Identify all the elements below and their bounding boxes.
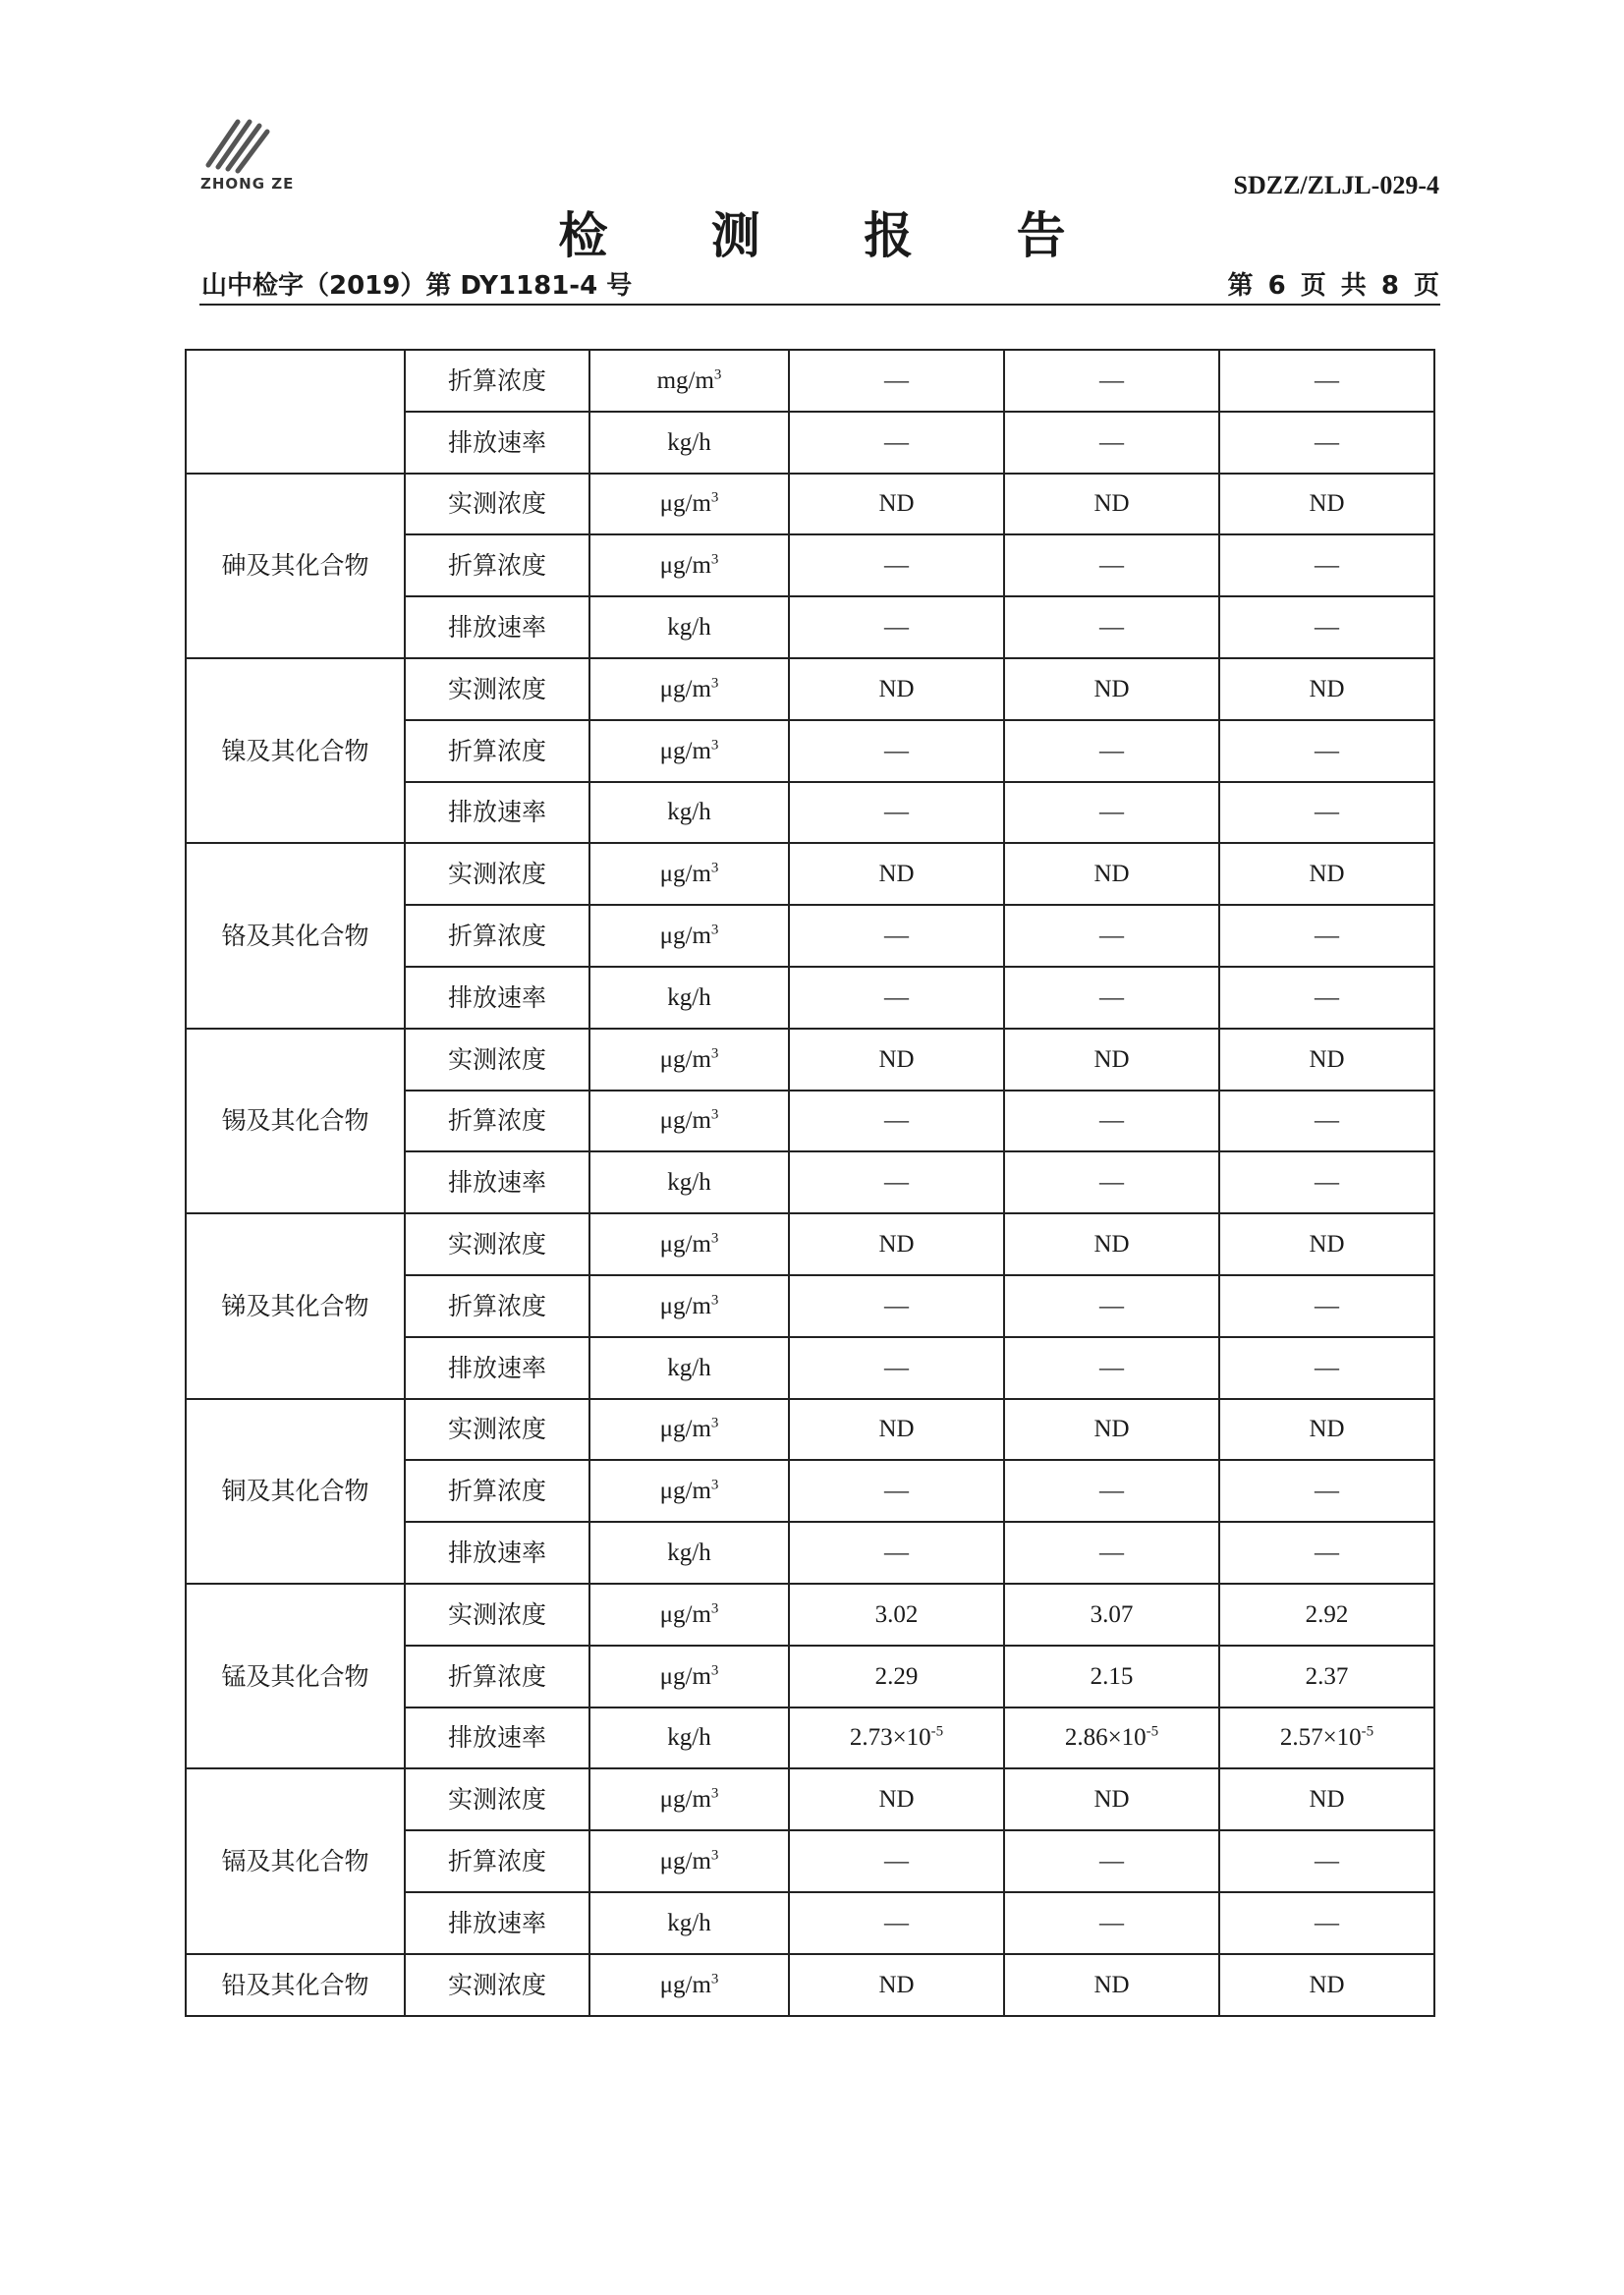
- result-sample-2: [1004, 905, 1219, 967]
- result-sample-3: [1219, 1892, 1434, 1954]
- result-sample-1: [789, 1091, 1004, 1152]
- unit: [589, 1522, 789, 1584]
- unit-exponent: 3: [710, 1292, 719, 1309]
- unit: [589, 1892, 789, 1954]
- value-text: —: [1099, 1539, 1124, 1567]
- result-sample-3: [1219, 1522, 1434, 1584]
- result-sample-3: [1219, 1584, 1434, 1646]
- result-sample-2: [1004, 1213, 1219, 1275]
- result-sample-2: [1004, 1830, 1219, 1892]
- result-sample-3: [1219, 1151, 1434, 1213]
- result-sample-1: [789, 1213, 1004, 1275]
- value-exponent: -5: [930, 1724, 944, 1741]
- unit-exponent: 3: [710, 922, 719, 938]
- value-text: ND: [1309, 675, 1345, 702]
- unit-exponent: 3: [710, 551, 719, 568]
- measurement-item: 排放速率: [405, 1522, 589, 1584]
- unit-text: μg/m: [659, 552, 711, 580]
- result-sample-1: [789, 1151, 1004, 1213]
- measurement-item: 折算浓度: [405, 1830, 589, 1892]
- table-row: [186, 1768, 1434, 1830]
- unit-exponent: 3: [710, 490, 719, 507]
- measurement-item: 实测浓度: [405, 1213, 589, 1275]
- unit-exponent: 3: [710, 1847, 719, 1864]
- result-sample-3: [1219, 1646, 1434, 1707]
- measurement-item: 折算浓度: [405, 720, 589, 782]
- pollutant-name: 铬及其化合物: [186, 843, 405, 1028]
- measurement-item: 排放速率: [405, 596, 589, 658]
- unit-text: kg/h: [667, 614, 711, 642]
- value-text: ND: [878, 1786, 915, 1814]
- unit-text: μg/m: [659, 1107, 711, 1135]
- result-sample-3: [1219, 782, 1434, 844]
- result-sample-3: [1219, 1399, 1434, 1461]
- result-sample-2: [1004, 720, 1219, 782]
- result-sample-1: [789, 720, 1004, 782]
- unit-text: μg/m: [659, 1231, 711, 1259]
- value-text: ND: [1093, 490, 1130, 518]
- value-text: —: [1099, 1354, 1124, 1381]
- unit: [589, 1954, 789, 2016]
- measurement-item: 实测浓度: [405, 658, 589, 720]
- value-text: —: [884, 1107, 909, 1135]
- result-sample-2: [1004, 474, 1219, 535]
- value-text: ND: [878, 490, 915, 518]
- page-title: 检 测 报 告: [558, 207, 1109, 264]
- result-sample-1: [789, 474, 1004, 535]
- table-row: [186, 1213, 1434, 1275]
- table-row: [186, 1399, 1434, 1461]
- unit: [589, 1337, 789, 1399]
- unit-text: μg/m: [659, 1292, 711, 1319]
- document-code: SDZZ/ZLJL-029-4: [1233, 171, 1439, 199]
- value-text: —: [1099, 737, 1124, 764]
- table-row: [186, 843, 1434, 905]
- value-text: —: [1315, 1848, 1339, 1875]
- value-text: —: [1099, 1478, 1124, 1505]
- value-text: —: [1315, 923, 1339, 950]
- value-text: —: [1315, 366, 1339, 394]
- value-text: —: [884, 552, 909, 580]
- value-exponent: -5: [1146, 1724, 1159, 1741]
- unit: [589, 1460, 789, 1522]
- pollutant-name: 锡及其化合物: [186, 1029, 405, 1213]
- unit-exponent: 3: [710, 675, 719, 692]
- result-sample-3: [1219, 412, 1434, 474]
- unit: [589, 1029, 789, 1091]
- unit-text: kg/h: [667, 799, 711, 826]
- value-text: —: [884, 1539, 909, 1567]
- value-exponent: -5: [1361, 1724, 1374, 1741]
- value-text: 2.15: [1090, 1662, 1134, 1690]
- unit-exponent: 3: [710, 860, 719, 876]
- measurement-item: 折算浓度: [405, 1091, 589, 1152]
- unit: [589, 1768, 789, 1830]
- result-sample-2: [1004, 1646, 1219, 1707]
- result-sample-2: [1004, 412, 1219, 474]
- result-sample-1: [789, 534, 1004, 596]
- unit: [589, 843, 789, 905]
- result-sample-2: [1004, 1337, 1219, 1399]
- result-sample-1: [789, 596, 1004, 658]
- result-sample-3: [1219, 1337, 1434, 1399]
- result-sample-3: [1219, 1029, 1434, 1091]
- result-sample-2: [1004, 1091, 1219, 1152]
- result-sample-3: [1219, 843, 1434, 905]
- value-text: ND: [878, 675, 915, 702]
- result-sample-1: [789, 1337, 1004, 1399]
- unit-text: mg/m: [656, 366, 714, 394]
- results-table: [185, 349, 1435, 2017]
- value-text: ND: [1093, 1416, 1130, 1443]
- value-text: —: [884, 983, 909, 1011]
- pollutant-name: 锑及其化合物: [186, 1213, 405, 1398]
- value-text: —: [884, 1169, 909, 1197]
- measurement-item: 折算浓度: [405, 1275, 589, 1337]
- result-sample-1: [789, 782, 1004, 844]
- unit-text: μg/m: [659, 1600, 711, 1628]
- measurement-item: 折算浓度: [405, 905, 589, 967]
- pollutant-name: 铅及其化合物: [186, 1954, 405, 2016]
- measurement-item: 排放速率: [405, 1892, 589, 1954]
- value-text: ND: [1309, 1045, 1345, 1073]
- result-sample-2: [1004, 534, 1219, 596]
- unit-text: kg/h: [667, 1354, 711, 1381]
- value-text: ND: [1309, 1786, 1345, 1814]
- table-row: [186, 1584, 1434, 1646]
- value-text: ND: [1309, 1231, 1345, 1259]
- value-text: —: [884, 923, 909, 950]
- measurement-item: 实测浓度: [405, 1768, 589, 1830]
- result-sample-1: [789, 412, 1004, 474]
- result-sample-3: [1219, 596, 1434, 658]
- unit-exponent: 3: [710, 1971, 719, 1987]
- result-sample-2: [1004, 350, 1219, 412]
- unit: [589, 474, 789, 535]
- value-text: 3.02: [874, 1600, 919, 1628]
- unit: [589, 1399, 789, 1461]
- result-sample-3: [1219, 474, 1434, 535]
- result-sample-2: [1004, 1892, 1219, 1954]
- value-text: ND: [878, 1971, 915, 1998]
- value-text: ND: [1093, 861, 1130, 888]
- value-text: —: [884, 1848, 909, 1875]
- unit: [589, 1707, 789, 1769]
- result-sample-3: [1219, 967, 1434, 1029]
- value-text: 2.86×10: [1064, 1724, 1147, 1752]
- value-text: —: [1099, 1292, 1124, 1319]
- result-sample-2: [1004, 843, 1219, 905]
- pollutant-name: 锰及其化合物: [186, 1584, 405, 1768]
- result-sample-2: [1004, 1399, 1219, 1461]
- result-sample-1: [789, 658, 1004, 720]
- unit: [589, 720, 789, 782]
- result-sample-1: [789, 1768, 1004, 1830]
- value-text: —: [1315, 1169, 1339, 1197]
- measurement-item: 折算浓度: [405, 534, 589, 596]
- value-text: ND: [1309, 861, 1345, 888]
- value-text: ND: [1309, 1416, 1345, 1443]
- result-sample-1: [789, 1522, 1004, 1584]
- unit: [589, 1091, 789, 1152]
- result-sample-3: [1219, 1830, 1434, 1892]
- measurement-item: 折算浓度: [405, 1646, 589, 1707]
- result-sample-3: [1219, 534, 1434, 596]
- value-text: ND: [1093, 1786, 1130, 1814]
- value-text: —: [1315, 1909, 1339, 1936]
- unit: [589, 350, 789, 412]
- unit-exponent: 3: [710, 1045, 719, 1062]
- value-text: ND: [1093, 1045, 1130, 1073]
- measurement-item: 排放速率: [405, 1337, 589, 1399]
- value-text: —: [884, 1354, 909, 1381]
- unit: [589, 1830, 789, 1892]
- unit-exponent: 3: [710, 1785, 719, 1802]
- unit: [589, 1584, 789, 1646]
- unit-text: kg/h: [667, 983, 711, 1011]
- header-divider: [199, 304, 1440, 306]
- unit-text: μg/m: [659, 1848, 711, 1875]
- measurement-item: 排放速率: [405, 1151, 589, 1213]
- value-text: —: [1315, 1354, 1339, 1381]
- unit-exponent: 3: [713, 366, 722, 383]
- table-row: [186, 1029, 1434, 1091]
- unit: [589, 967, 789, 1029]
- unit-exponent: 3: [710, 1477, 719, 1493]
- unit: [589, 1275, 789, 1337]
- value-text: ND: [878, 1416, 915, 1443]
- result-sample-2: [1004, 1275, 1219, 1337]
- unit: [589, 1151, 789, 1213]
- result-sample-2: [1004, 1029, 1219, 1091]
- measurement-item: 实测浓度: [405, 1029, 589, 1091]
- table-row: [186, 658, 1434, 720]
- value-text: —: [1315, 1539, 1339, 1567]
- measurement-item: 折算浓度: [405, 350, 589, 412]
- unit-text: μg/m: [659, 1662, 711, 1690]
- result-sample-1: [789, 905, 1004, 967]
- value-text: ND: [1093, 1231, 1130, 1259]
- measurement-item: 实测浓度: [405, 474, 589, 535]
- result-sample-3: [1219, 1275, 1434, 1337]
- unit: [589, 658, 789, 720]
- result-sample-2: [1004, 658, 1219, 720]
- result-sample-2: [1004, 1151, 1219, 1213]
- unit-text: μg/m: [659, 1786, 711, 1814]
- unit-text: μg/m: [659, 490, 711, 518]
- value-text: —: [1099, 552, 1124, 580]
- result-sample-1: [789, 1707, 1004, 1769]
- table-row: [186, 350, 1434, 412]
- result-sample-1: [789, 1460, 1004, 1522]
- unit-exponent: 3: [710, 1416, 719, 1432]
- result-sample-3: [1219, 658, 1434, 720]
- pollutant-name: 镉及其化合物: [186, 1768, 405, 1953]
- unit-exponent: 3: [710, 1230, 719, 1247]
- value-text: 2.73×10: [849, 1724, 931, 1752]
- result-sample-3: [1219, 1091, 1434, 1152]
- result-sample-1: [789, 1646, 1004, 1707]
- unit-exponent: 3: [710, 737, 719, 754]
- value-text: —: [1315, 552, 1339, 580]
- result-sample-3: [1219, 1707, 1434, 1769]
- result-sample-1: [789, 1584, 1004, 1646]
- value-text: —: [1315, 1107, 1339, 1135]
- unit-text: kg/h: [667, 1909, 711, 1936]
- value-text: ND: [1309, 490, 1345, 518]
- value-text: —: [884, 1478, 909, 1505]
- value-text: —: [1099, 366, 1124, 394]
- result-sample-1: [789, 843, 1004, 905]
- value-text: —: [884, 1292, 909, 1319]
- measurement-item: 排放速率: [405, 1707, 589, 1769]
- value-text: —: [1315, 1478, 1339, 1505]
- result-sample-2: [1004, 1584, 1219, 1646]
- value-text: —: [1099, 923, 1124, 950]
- value-text: —: [1315, 1292, 1339, 1319]
- unit: [589, 596, 789, 658]
- value-text: —: [1099, 1848, 1124, 1875]
- value-text: ND: [878, 1231, 915, 1259]
- result-sample-2: [1004, 967, 1219, 1029]
- value-text: —: [1315, 614, 1339, 642]
- result-sample-3: [1219, 1213, 1434, 1275]
- result-sample-1: [789, 1275, 1004, 1337]
- value-text: 2.37: [1305, 1662, 1349, 1690]
- result-sample-1: [789, 1029, 1004, 1091]
- value-text: —: [1315, 737, 1339, 764]
- result-sample-2: [1004, 1522, 1219, 1584]
- unit-exponent: 3: [710, 1107, 719, 1124]
- unit-text: μg/m: [659, 923, 711, 950]
- result-sample-1: [789, 967, 1004, 1029]
- value-text: —: [1099, 1169, 1124, 1197]
- value-text: 3.07: [1090, 1600, 1134, 1628]
- result-sample-2: [1004, 782, 1219, 844]
- value-text: —: [884, 737, 909, 764]
- value-text: 2.92: [1305, 1600, 1349, 1628]
- result-sample-1: [789, 1954, 1004, 2016]
- unit: [589, 534, 789, 596]
- unit-text: kg/h: [667, 1539, 711, 1567]
- value-text: ND: [1309, 1971, 1345, 1998]
- pollutant-name: 铜及其化合物: [186, 1399, 405, 1584]
- unit-text: μg/m: [659, 675, 711, 702]
- unit: [589, 412, 789, 474]
- value-text: —: [1099, 1107, 1124, 1135]
- value-text: —: [1099, 428, 1124, 456]
- unit: [589, 1213, 789, 1275]
- unit-text: kg/h: [667, 1724, 711, 1752]
- unit-text: μg/m: [659, 1045, 711, 1073]
- value-text: —: [884, 614, 909, 642]
- unit-text: μg/m: [659, 1971, 711, 1998]
- result-sample-3: [1219, 350, 1434, 412]
- value-text: —: [1315, 799, 1339, 826]
- unit-text: μg/m: [659, 1416, 711, 1443]
- report-number: 山中检字（2019）第 DY1181-4 号: [201, 271, 633, 301]
- unit: [589, 905, 789, 967]
- value-text: —: [1099, 1909, 1124, 1936]
- result-sample-1: [789, 1892, 1004, 1954]
- measurement-item: 实测浓度: [405, 1399, 589, 1461]
- value-text: ND: [878, 861, 915, 888]
- page-indicator: 第 6 页 共 8 页: [1227, 271, 1439, 301]
- value-text: —: [1099, 799, 1124, 826]
- result-sample-3: [1219, 1460, 1434, 1522]
- pollutant-name: 砷及其化合物: [186, 474, 405, 658]
- measurement-item: 实测浓度: [405, 1584, 589, 1646]
- table-row: [186, 1954, 1434, 2016]
- measurement-item: 折算浓度: [405, 1460, 589, 1522]
- value-text: ND: [1093, 675, 1130, 702]
- unit: [589, 782, 789, 844]
- unit-text: kg/h: [667, 1169, 711, 1197]
- logo-stripes-icon: [193, 102, 275, 179]
- unit-text: μg/m: [659, 861, 711, 888]
- result-sample-3: [1219, 1954, 1434, 2016]
- value-text: ND: [878, 1045, 915, 1073]
- unit-exponent: 3: [710, 1662, 719, 1679]
- result-sample-1: [789, 350, 1004, 412]
- value-text: —: [1315, 983, 1339, 1011]
- measurement-item: 排放速率: [405, 412, 589, 474]
- result-sample-3: [1219, 905, 1434, 967]
- value-text: —: [884, 1909, 909, 1936]
- unit-text: μg/m: [659, 737, 711, 764]
- result-sample-3: [1219, 720, 1434, 782]
- result-sample-2: [1004, 596, 1219, 658]
- value-text: ND: [1093, 1971, 1130, 1998]
- unit-text: μg/m: [659, 1478, 711, 1505]
- logo-text: ZHONG ZE: [200, 175, 295, 193]
- pollutant-name: [186, 350, 405, 474]
- result-sample-2: [1004, 1768, 1219, 1830]
- result-sample-3: [1219, 1768, 1434, 1830]
- value-text: 2.57×10: [1279, 1724, 1362, 1752]
- measurement-item: 实测浓度: [405, 1954, 589, 2016]
- value-text: —: [884, 428, 909, 456]
- result-sample-2: [1004, 1460, 1219, 1522]
- value-text: —: [1099, 983, 1124, 1011]
- measurement-item: 实测浓度: [405, 843, 589, 905]
- measurement-item: 排放速率: [405, 782, 589, 844]
- result-sample-1: [789, 1399, 1004, 1461]
- unit-exponent: 3: [710, 1600, 719, 1617]
- result-sample-2: [1004, 1954, 1219, 2016]
- measurement-item: 排放速率: [405, 967, 589, 1029]
- value-text: —: [1099, 614, 1124, 642]
- unit-text: kg/h: [667, 428, 711, 456]
- table-row: [186, 474, 1434, 535]
- value-text: 2.29: [874, 1662, 919, 1690]
- result-sample-2: [1004, 1707, 1219, 1769]
- pollutant-name: 镍及其化合物: [186, 658, 405, 843]
- value-text: —: [1315, 428, 1339, 456]
- result-sample-1: [789, 1830, 1004, 1892]
- value-text: —: [884, 799, 909, 826]
- value-text: —: [884, 366, 909, 394]
- unit: [589, 1646, 789, 1707]
